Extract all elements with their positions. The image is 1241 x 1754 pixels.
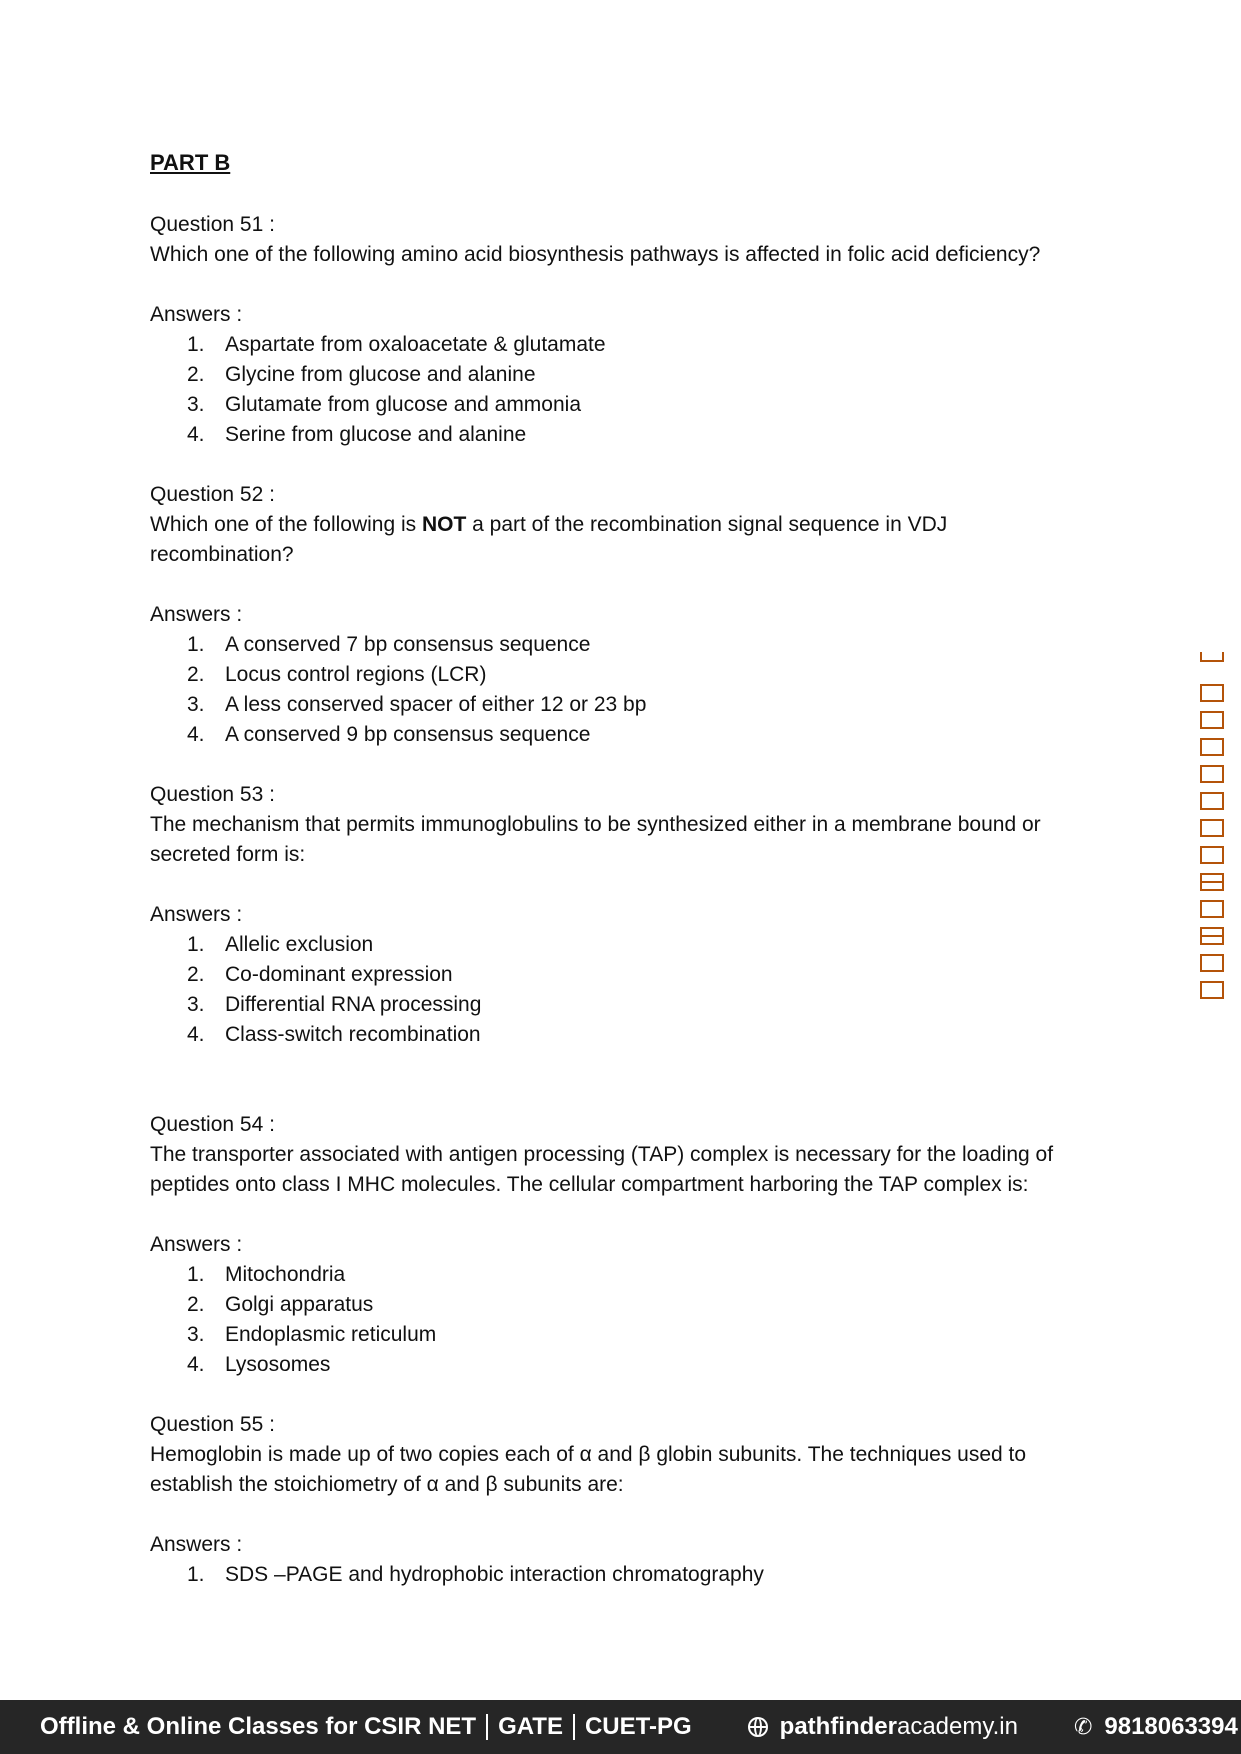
question-number: Question 55 : [150, 1413, 275, 1436]
footer-banner [0, 1700, 1241, 1754]
answer-number: 3. [187, 393, 205, 416]
side-glyph-strip [1195, 652, 1229, 1008]
question-text: Hemoglobin is made up of two copies each of α and β globin subunits. The techniques used to establish the stoichiometry of α and β subunits are: [150, 1443, 1027, 1496]
answer-text: Glutamate from glucose and ammonia [225, 393, 582, 416]
answer-option [150, 420, 1070, 450]
answer-number: 4. [187, 723, 205, 746]
answer-option [150, 1320, 1070, 1350]
answer-number: 2. [187, 363, 205, 386]
footer-tagline [40, 1713, 692, 1741]
answer-number: 4. [187, 423, 205, 446]
answer-number: 1. [187, 933, 205, 956]
answer-text: SDS –PAGE and hydrophobic interaction chromatography [225, 1563, 764, 1586]
question-54 [150, 1110, 1070, 1380]
answer-text: Aspartate from oxaloacetate & glutamate [225, 333, 606, 356]
answer-option [150, 1290, 1070, 1320]
answers-label: Answers : [150, 1233, 243, 1256]
question-52 [150, 480, 1070, 750]
answer-text: Differential RNA processing [225, 993, 482, 1016]
answer-text: Locus control regions (LCR) [225, 663, 487, 686]
question-53 [150, 780, 1070, 1050]
question-text [150, 510, 1070, 570]
footer-site-light: academy.in [896, 1713, 1018, 1740]
glyph-box-icon [1200, 846, 1224, 864]
answer-option [150, 1350, 1070, 1380]
question-55 [150, 1410, 1070, 1590]
question-text-start: Which one of the following is [150, 513, 422, 536]
answer-option [150, 390, 1070, 420]
globe-icon [748, 1717, 768, 1737]
footer-tagline-cuet: CUET-PG [584, 1713, 692, 1740]
answer-number: 3. [187, 693, 205, 716]
phone-icon: ✆ [1073, 1714, 1093, 1740]
answer-text: Serine from glucose and alanine [225, 423, 527, 446]
answer-text: Golgi apparatus [225, 1293, 374, 1316]
answer-number: 2. [187, 963, 205, 986]
glyph-box-icon [1200, 954, 1224, 972]
answer-option [150, 720, 1070, 750]
answer-option [150, 690, 1070, 720]
answer-option [150, 1560, 1070, 1590]
question-number: Question 51 : [150, 213, 275, 236]
document-body [150, 148, 1070, 1620]
answer-number: 1. [187, 1563, 205, 1586]
footer-tagline-classes: Offline & Online Classes for CSIR NET [40, 1713, 477, 1740]
question-emphasis: NOT [421, 513, 467, 536]
glyph-box-icon [1200, 873, 1224, 891]
glyph-box-icon [1200, 652, 1224, 662]
footer-tagline-gate: GATE [498, 1713, 563, 1740]
footer-divider [486, 1714, 488, 1740]
answer-text: A conserved 9 bp consensus sequence [225, 723, 591, 746]
footer-phone[interactable] [1074, 1713, 1238, 1741]
glyph-box-icon [1200, 711, 1224, 729]
part-heading: PART B [150, 150, 231, 175]
answer-option [150, 1260, 1070, 1290]
question-text-end: a part of the recombination signal sequence in VDJ recombination? [150, 513, 948, 566]
question-number: Question 52 : [150, 483, 275, 506]
answer-number: 1. [187, 333, 205, 356]
answer-number: 1. [187, 633, 205, 656]
glyph-box-icon [1200, 765, 1224, 783]
footer-phone-number: 9818063394 [1104, 1713, 1238, 1740]
answer-number: 3. [187, 1323, 205, 1346]
answer-text: Mitochondria [225, 1263, 346, 1286]
answer-list [150, 330, 1070, 450]
answer-text: Co-dominant expression [225, 963, 453, 986]
answer-option [150, 660, 1070, 690]
answer-option [150, 630, 1070, 660]
answer-text: Allelic exclusion [225, 933, 374, 956]
question-text: The transporter associated with antigen processing (TAP) complex is necessary for the loading of peptides onto class I MHC molecules. The cellular compartment harboring the TAP complex is: [150, 1143, 1054, 1196]
answer-number: 3. [187, 993, 205, 1016]
glyph-box-icon [1200, 738, 1224, 756]
answer-list [150, 1260, 1070, 1380]
answer-text: A conserved 7 bp consensus sequence [225, 633, 591, 656]
answer-number: 2. [187, 1293, 205, 1316]
answers-label: Answers : [150, 903, 243, 926]
question-text: Which one of the following amino acid biosynthesis pathways is affected in folic acid deficiency? [150, 243, 1041, 266]
answers-label: Answers : [150, 1533, 243, 1556]
question-number: Question 53 : [150, 783, 275, 806]
answers-label: Answers : [150, 303, 243, 326]
answers-label: Answers : [150, 603, 243, 626]
answer-option [150, 960, 1070, 990]
glyph-box-icon [1200, 792, 1224, 810]
answer-list [150, 1560, 1070, 1590]
answer-text: A less conserved spacer of either 12 or 23 bp [225, 693, 647, 716]
answer-option [150, 990, 1070, 1020]
answer-number: 4. [187, 1353, 205, 1376]
answer-text: Glycine from glucose and alanine [225, 363, 536, 386]
answer-text: Endoplasmic reticulum [225, 1323, 437, 1346]
answer-option [150, 330, 1070, 360]
answer-option [150, 1020, 1070, 1050]
answer-list [150, 930, 1070, 1050]
footer-site-bold: pathfinder [779, 1713, 897, 1740]
glyph-box-icon [1200, 981, 1224, 999]
answer-option [150, 930, 1070, 960]
answer-text: Lysosomes [225, 1353, 331, 1376]
answer-list [150, 630, 1070, 750]
glyph-box-icon [1200, 684, 1224, 702]
footer-website[interactable] [748, 1713, 1018, 1741]
answer-option [150, 360, 1070, 390]
answer-number: 1. [187, 1263, 205, 1286]
glyph-box-icon [1200, 819, 1224, 837]
answer-text: Class-switch recombination [225, 1023, 481, 1046]
footer-divider [573, 1714, 575, 1740]
glyph-box-icon [1200, 900, 1224, 918]
answer-number: 4. [187, 1023, 205, 1046]
glyph-box-icon [1200, 927, 1224, 945]
question-text: The mechanism that permits immunoglobulins to be synthesized either in a membrane bound or secreted form is: [150, 813, 1041, 866]
answer-number: 2. [187, 663, 205, 686]
question-number: Question 54 : [150, 1113, 275, 1136]
question-51 [150, 210, 1070, 450]
